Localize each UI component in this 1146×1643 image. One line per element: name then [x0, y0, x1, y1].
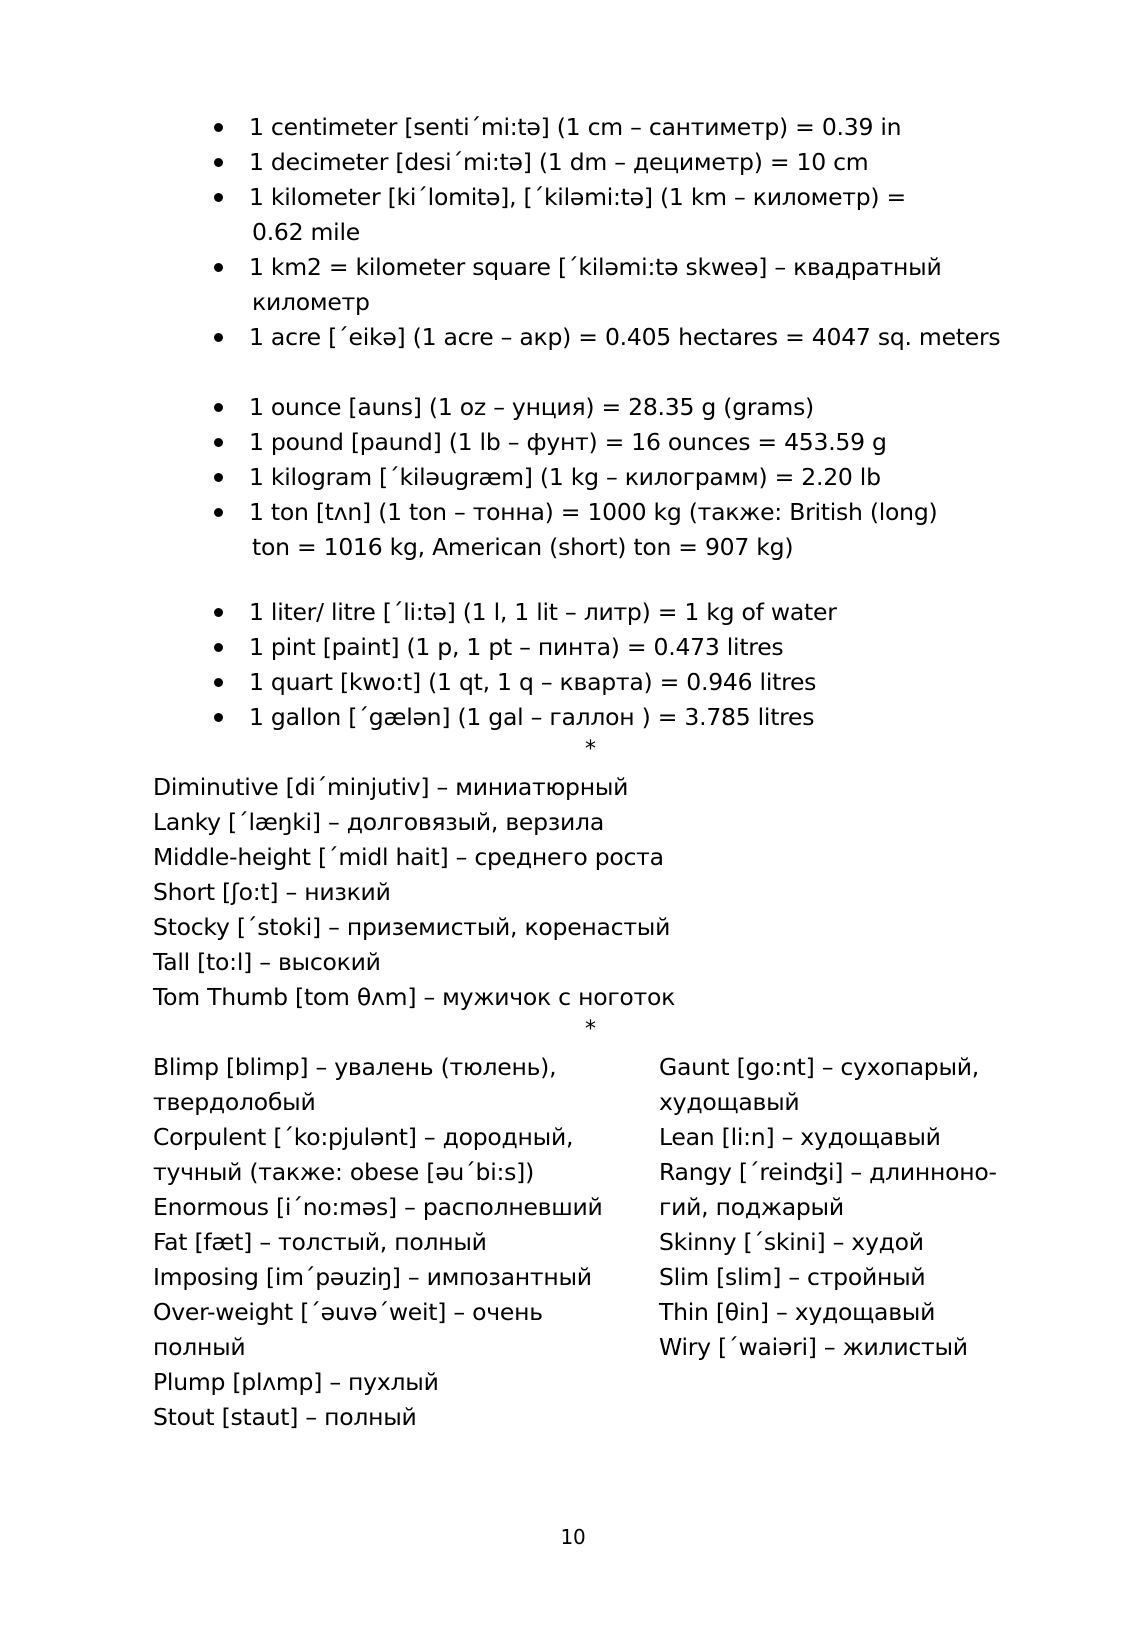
bullet: [214, 473, 223, 482]
unit-line: 1 quart [kwo:t] (1 qt, 1 q – кварта) = 0.946 litres: [249, 668, 817, 696]
vocab-line: Short [ʃo:t] – низкий: [153, 878, 391, 906]
unit-line: 1 decimeter [desiˊmi:tə] (1 dm – дециметр) = 10 cm: [249, 148, 869, 176]
bullet: [214, 643, 223, 652]
bullet: [214, 713, 223, 722]
vocab-line-left: Fat [fæt] – толстый, полный: [153, 1228, 487, 1256]
vocab-line: Lanky [ˊlæŋki] – долговязый, верзила: [153, 808, 604, 836]
unit-line: 1 centimeter [sentiˊmi:tə] (1 cm – сантиметр) = 0.39 in: [249, 113, 902, 141]
page-number: 10: [560, 1525, 586, 1549]
bullet: [214, 438, 223, 447]
unit-line: 1 pint [paint] (1 p, 1 pt – пинта) = 0.473 litres: [249, 633, 784, 661]
vocab-line-left: Stout [staut] – полный: [153, 1403, 417, 1431]
bullet: [214, 158, 223, 167]
vocab-line-left: Plump [plʌmp] – пухлый: [153, 1368, 439, 1396]
unit-line-continuation: километр: [252, 288, 370, 316]
bullet: [214, 508, 223, 517]
vocab-line-left: Imposing [imˊpəuziŋ] – импозантный: [153, 1263, 592, 1291]
unit-line: 1 gallon [ˊgælən] (1 gal – галлон ) = 3.785 litres: [249, 703, 815, 731]
unit-line: 1 ton [tʌn] (1 ton – тонна) = 1000 kg (также: British (long): [249, 498, 938, 526]
bullet: [214, 333, 223, 342]
unit-line: 1 acre [ˊeikə] (1 acre – акр) = 0.405 hectares = 4047 sq. meters: [249, 323, 1001, 351]
vocab-line-right: худощавый: [659, 1088, 800, 1116]
vocab-line: Middle-height [ˊmidl hait] – среднего роста: [153, 843, 664, 871]
unit-line-continuation: ton = 1016 kg, American (short) ton = 907 kg): [252, 533, 794, 561]
section-separator: *: [585, 1017, 596, 1042]
vocab-line-right: Rangy [ˊreinʤi] – длинноно-: [659, 1158, 997, 1186]
unit-line: 1 ounce [auns] (1 oz – унция) = 28.35 g (grams): [249, 393, 814, 421]
vocab-line: Stocky [ˊstoki] – приземистый, коренастый: [153, 913, 671, 941]
vocab-line: Diminutive [diˊminjutiv] – миниатюрный: [153, 773, 629, 801]
section-separator: *: [585, 737, 596, 762]
vocab-line-left: Enormous [iˊno:məs] – располневший: [153, 1193, 603, 1221]
vocab-line-right: Lean [li:n] – худощавый: [659, 1123, 941, 1151]
vocab-line: Tom Thumb [tom θʌm] – мужичок с ноготок: [153, 983, 676, 1011]
bullet: [214, 193, 223, 202]
vocab-line-left: тучный (также: obese [əuˊbi:s]): [153, 1158, 534, 1186]
vocab-line-left: полный: [153, 1333, 246, 1361]
bullet: [214, 608, 223, 617]
unit-line: 1 kilometer [kiˊlomitə], [ˊkiləmi:tə] (1 km – километр) =: [249, 183, 906, 211]
bullet: [214, 403, 223, 412]
vocab-line-left: твердолобый: [153, 1088, 316, 1116]
unit-line: 1 liter/ litre [ˊli:tə] (1 l, 1 lit – литр) = 1 kg of water: [249, 598, 837, 626]
vocab-line-right: гий, поджарый: [659, 1193, 844, 1221]
vocab-line: Tall [to:l] – высокий: [153, 948, 381, 976]
vocab-line-right: Slim [slim] – стройный: [659, 1263, 926, 1291]
vocab-line-right: Thin [θin] – худощавый: [659, 1298, 936, 1326]
unit-line: 1 pound [paund] (1 lb – фунт) = 16 ounces = 453.59 g: [249, 428, 887, 456]
vocab-line-left: Corpulent [ˊko:pjulənt] – дородный,: [153, 1123, 574, 1151]
unit-line: 1 km2 = kilometer square [ˊkiləmi:tə skweə] – квадратный: [249, 253, 942, 281]
vocab-line-right: Gaunt [go:nt] – сухопарый,: [659, 1053, 980, 1081]
vocab-line-right: Wiry [ˊwaiəri] – жилистый: [659, 1333, 968, 1361]
vocab-line-left: Blimp [blimp] – увалень (тюлень),: [153, 1053, 557, 1081]
unit-line: 1 kilogram [ˊkiləugræm] (1 kg – килограмм) = 2.20 lb: [249, 463, 881, 491]
bullet: [214, 678, 223, 687]
bullet: [214, 123, 223, 132]
unit-line-continuation: 0.62 mile: [252, 218, 360, 246]
vocab-line-right: Skinny [ˊskini] – худой: [659, 1228, 924, 1256]
bullet: [214, 263, 223, 272]
vocab-line-left: Over-weight [ˊəuvəˊweit] – очень: [153, 1298, 543, 1326]
